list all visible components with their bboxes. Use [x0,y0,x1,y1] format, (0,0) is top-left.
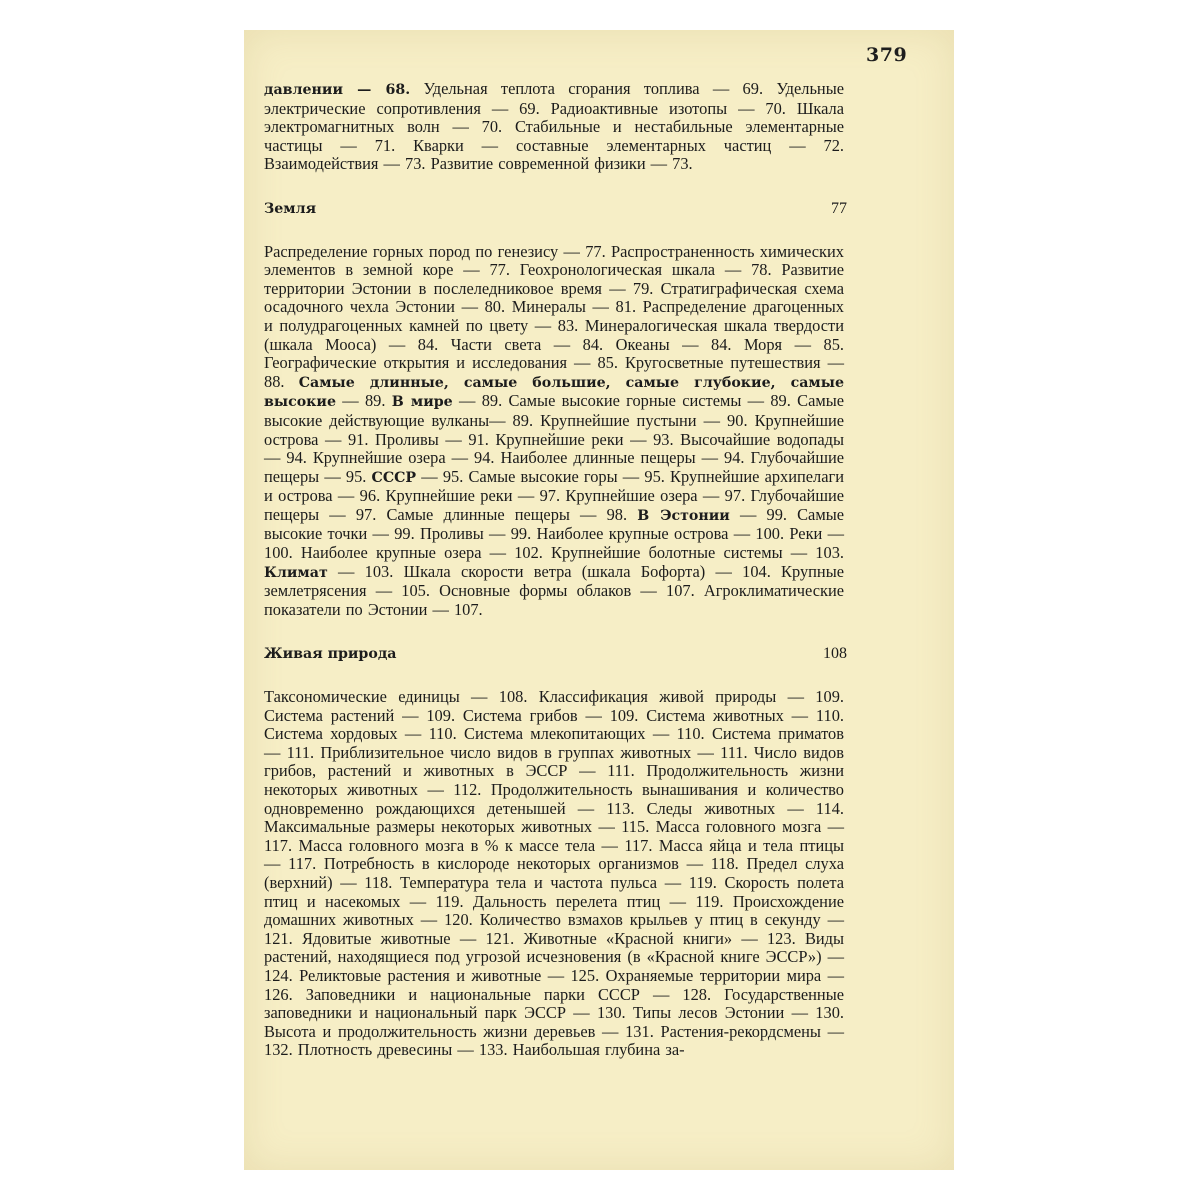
entry-run-bold: Самые длинные, самые большие, самые глубокие, самые высокие [264,374,845,411]
entry-run: — 89. Самые высокие горные системы — 89. Самые высокие действующие вулканы— 89. Крупнейшие пустыни — 90. Крупнейшие острова — 91. Проливы — 91. Крупнейшие реки — 93. Высочайшие водопады — 94. Крупнейшие озера — 94. Наиболее длинные пещеры — 94. Глубочайшие пещеры — 95. [264,391,845,486]
entry-run-bold: Климат [264,564,328,581]
section-heading-living-nature [264,645,847,664]
entry-run: — 89. [335,391,392,411]
section-title: Земля [264,200,317,217]
section-page-number: 77 [831,199,847,217]
entry-run: Распределение горных пород по генезису — 77. Распространенность химических элементов в земной коре — 77. Геохронологическая шкала — 78. Развитие территории Эстонии в послеледниковое время — 79. Стратиграфическая схема осадочного чехла Эстонии — 80. Минералы — 81. Распределение драгоценных и полудрагоценных камней по цвету — 83. Минералогическая шкала твердости (шкала Мооса) — 84. Части света — 84. Океаны — 84. Моря — 85. Географические открытия и исследования — 85. Кругосветные путешествия — 88. [264,241,844,391]
table-of-contents [264,79,847,1060]
intro-run: давлении — 68. [264,82,411,98]
intro-run: Удельная теплота сгорания топлива — 69. Удельные электрические сопротивления — 69. Радиоактивные изотопы — 70. Шкала электромагнитных волн — 70. Стабильные и нестабильные элементарные частицы — 71. Кварки — составные элементарных частиц — 72. Взаимодействия — 73. Развитие современной физики — 73. [264,79,844,174]
page-number: 379 [866,44,908,66]
entry-run-bold: В мире [391,394,453,411]
section-title: Живая природа [264,646,397,663]
entry-run: — 99. Самые высокие точки — 99. Проливы — 99. Наиболее крупные острова — 100. Реки — 100. Наиболее крупные озера — 102. Крупнейшие болотные системы — 103. [264,504,844,563]
entry-run-bold: В Эстонии [637,507,730,524]
section-heading-earth [264,200,847,219]
entry-run: — 103. Шкала скорости ветра (шкала Бофорта) — 104. Крупные землетрясения — 105. Основные формы облаков — 107. Агроклиматические показатели по Эстонии — 107. [264,561,844,619]
section-body-earth [264,243,844,620]
section-body-living-nature [264,688,844,1060]
intro-paragraph [264,80,844,174]
entry-run: — 95. Самые высокие горы — 95. Крупнейшие архипелаги и острова — 96. Крупнейшие реки — 97. Крупнейшие озера — 97. Глубочайшие пещеры — 97. Самые длинные пещеры — 98. [264,466,844,524]
book-page [244,30,954,1170]
section-page-number: 108 [823,645,847,663]
entry-run-bold: СССР [371,469,417,486]
entry-run: Таксономические единицы — 108. Классификация живой природы — 109. Система растений — 109. Система грибов — 109. Система животных — 110. Система хордовых — 110. Система млекопитающих — 110. Система приматов — 111. Приблизительное число видов в группах животных — 111. Число видов грибов, растений и животных в ЭССР — 111. Продолжительность жизни некоторых животных — 112. Продолжительность вынашивания и количество одновременно рождающихся детенышей — 113. Следы животных — 114. Максимальные размеры некоторых животных — 115. Масса головного мозга — 117. Масса головного мозга в % к массе тела — 117. Масса яйца и тела птицы — 117. Потребность в кислороде некоторых организмов — 118. Предел слуха (верхний) — 118. Температура тела и частота пульса — 119. Скорость полета птиц и насекомых — 119. Дальность перелета птиц — 119. Происхождение домашних животных — 120. Количество взмахов крыльев у птиц в секунду — 121. Ядовитые животные — 121. Животные «Красной книги» — 123. Виды растений, находящиеся под угрозой исчезновения (в «Красной книге ЭССР») — 124. Реликтовые растения и животные — 125. Охраняемые территории мира — 126. Заповедники и национальные парки СССР — 128. Государственные заповедники и национальный парк ЭССР — 130. Типы лесов Эстонии — 130. Высота и продолжительность жизни деревьев — 131. Растения-рекордсмены — 132. Плотность древесины — 133. Наибольшая глубина за- [264,687,844,1060]
